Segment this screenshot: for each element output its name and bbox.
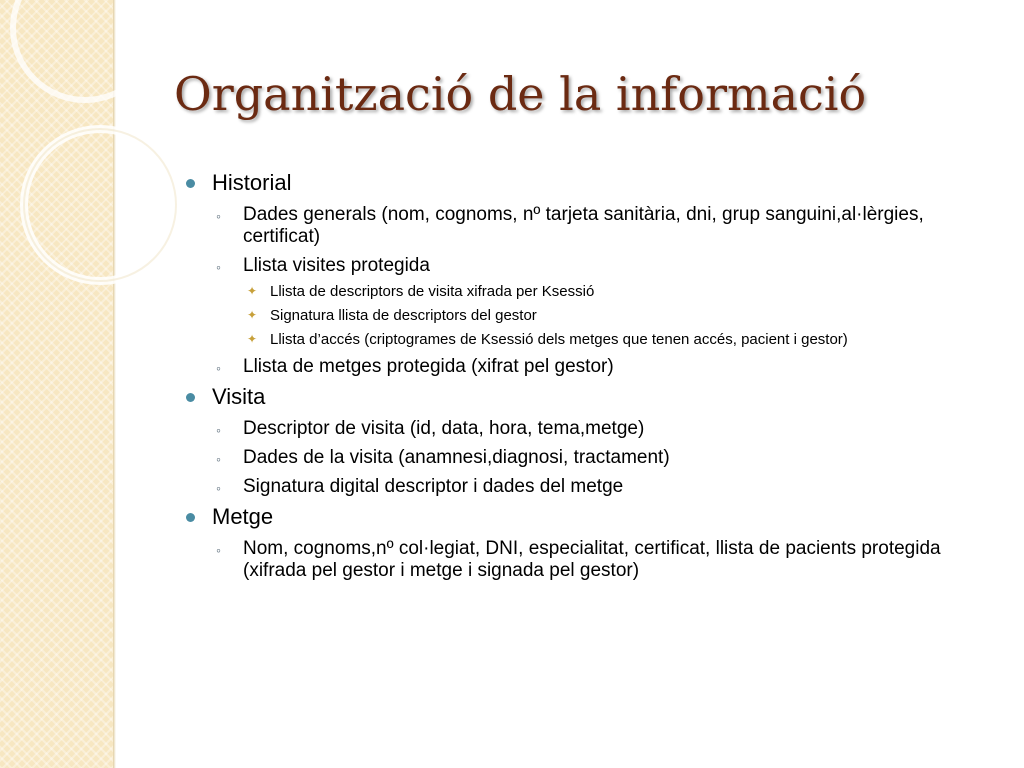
- sub-list-item: [186, 330, 1006, 349]
- section-label: Metge: [212, 504, 274, 529]
- list-item-text: Nom, cognoms,nº col·legiat, DNI, especialitat, certificat, llista de pacients protegida (xifrada pel gestor i metge i signada pel gestor): [243, 538, 941, 581]
- section-label: Visita: [212, 384, 266, 409]
- ring-bullet-icon: ◦: [216, 259, 221, 275]
- list-item: [186, 538, 1006, 582]
- star-bullet-icon: ✦: [247, 284, 258, 298]
- list-item: [186, 418, 1006, 440]
- list-item-text: Llista de metges protegida (xifrat pel gestor): [243, 356, 614, 377]
- star-bullet-icon: ✦: [247, 332, 258, 346]
- slide-title: Organització de la informació: [174, 67, 867, 121]
- list-item-text: Llista visites protegida: [243, 255, 430, 276]
- ring-bullet-icon: ◦: [216, 422, 221, 438]
- list-item: [186, 204, 1006, 248]
- list-item-text: Dades generals (nom, cognoms, nº tarjeta sanitària, dni, grup sanguini,al·lèrgies, certificat): [243, 204, 924, 247]
- ring-bullet-icon: ◦: [216, 360, 221, 376]
- star-bullet-icon: ✦: [247, 308, 258, 322]
- list-item-text: Descriptor de visita (id, data, hora, tema,metge): [243, 418, 645, 439]
- section-historial: [186, 169, 1006, 197]
- list-item: [186, 447, 1006, 469]
- list-item: [186, 255, 1006, 277]
- ring-bullet-icon: ◦: [216, 208, 221, 224]
- sub-list-item: [186, 282, 1006, 301]
- bullet-dot-icon: [186, 179, 195, 188]
- sub-list-item: [186, 306, 1006, 325]
- ring-bullet-icon: ◦: [216, 451, 221, 467]
- list-item-text: Dades de la visita (anamnesi,diagnosi, tractament): [243, 447, 670, 468]
- slide-content: [186, 164, 1006, 582]
- list-item: [186, 476, 1006, 498]
- sub-list-item-text: Llista d’accés (criptogrames de Ksessió dels metges que tenen accés, pacient i gestor): [270, 331, 848, 348]
- section-label: Historial: [212, 170, 292, 195]
- section-visita: [186, 383, 1006, 411]
- bullet-dot-icon: [186, 393, 195, 402]
- ring-bullet-icon: ◦: [216, 480, 221, 496]
- ring-bullet-icon: ◦: [216, 542, 221, 558]
- decorative-rings: [0, 0, 200, 300]
- list-item-text: Signatura digital descriptor i dades del metge: [243, 476, 624, 497]
- section-metge: [186, 503, 1006, 531]
- list-item: [186, 356, 1006, 378]
- sub-list-item-text: Llista de descriptors de visita xifrada per Ksessió: [270, 283, 595, 300]
- bullet-dot-icon: [186, 513, 195, 522]
- sub-list-item-text: Signatura llista de descriptors del gestor: [270, 307, 537, 324]
